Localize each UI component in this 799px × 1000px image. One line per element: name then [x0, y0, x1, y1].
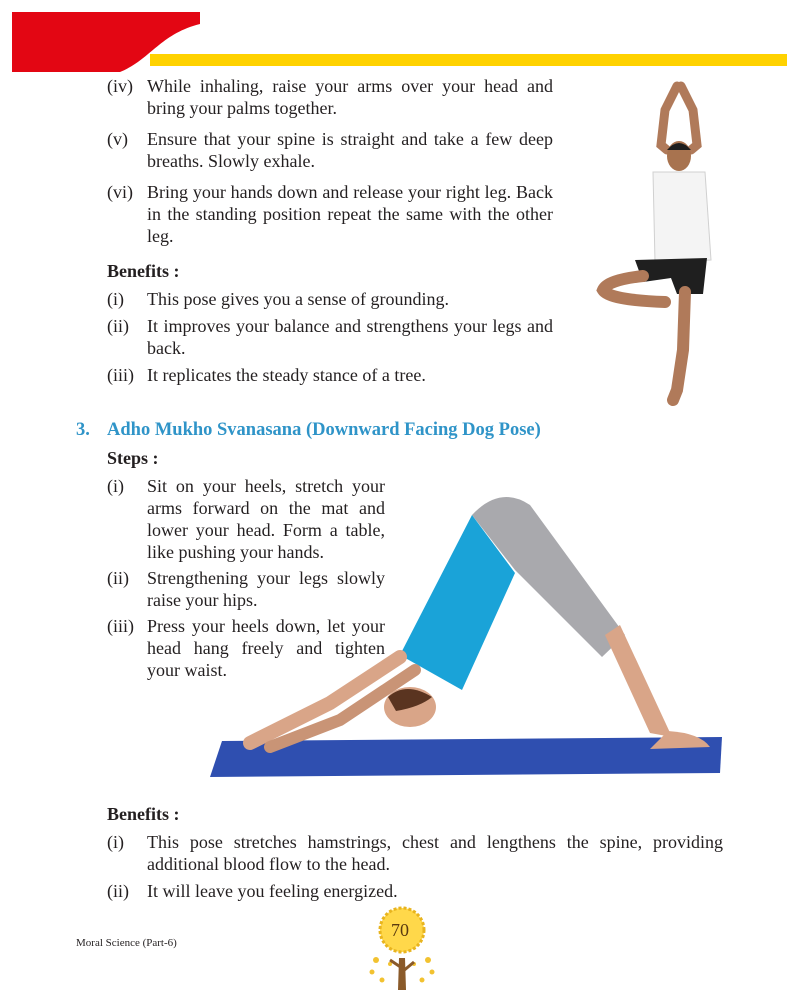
white-shirt	[653, 172, 711, 262]
item-number: (i)	[107, 476, 124, 496]
item-text: Bring your hands down and release your right leg. Back in the standing position repeat the same with the other leg.	[147, 182, 553, 246]
item-text: It improves your balance and strengthens your legs and back.	[147, 316, 553, 358]
item-number: (ii)	[107, 316, 129, 336]
page-number-badge	[362, 902, 442, 994]
item-text: It replicates the steady stance of a tree.	[147, 365, 426, 385]
item-text: It will leave you feeling energized.	[147, 881, 398, 901]
item-number: (i)	[107, 832, 124, 852]
item-number: (iii)	[107, 616, 134, 636]
list-item	[107, 128, 553, 172]
tree-trunk-icon	[398, 958, 406, 990]
item-text: Ensure that your spine is straight and take a few deep breaths. Slowly exhale.	[147, 129, 553, 171]
item-number: (ii)	[107, 881, 129, 901]
item-text: This pose stretches hamstrings, chest and lengthens the spine, providing additional blood flow to the head.	[147, 832, 723, 874]
item-text: Sit on your heels, stretch your arms forward on the mat and lower your head. Form a table, like pushing your hands.	[147, 476, 385, 562]
list-item	[107, 75, 553, 119]
item-text: Press your heels down, let your head hang freely and tighten your waist.	[147, 616, 385, 680]
benefits-heading: Benefits :	[107, 804, 180, 824]
header-yellow-stripe	[150, 54, 787, 66]
section-number: 3.	[76, 420, 90, 440]
list-item	[107, 831, 723, 875]
header-banner	[0, 0, 799, 80]
section-title-text: Adho Mukho Svanasana (Downward Facing Dog Pose)	[107, 420, 541, 440]
item-number: (ii)	[107, 568, 129, 588]
benefits-heading: Benefits :	[107, 261, 180, 281]
item-number: (iv)	[107, 76, 133, 96]
item-number: (iii)	[107, 365, 134, 385]
book-title: Moral Science (Part-6)	[76, 937, 177, 949]
item-number: (vi)	[107, 182, 133, 202]
list-item	[107, 880, 723, 902]
section-title	[76, 419, 541, 441]
list-item	[107, 288, 553, 310]
item-text: While inhaling, raise your arms over your head and bring your palms together.	[147, 76, 553, 118]
list-item	[107, 181, 553, 247]
item-text: This pose gives you a sense of grounding.	[147, 289, 449, 309]
item-number: (i)	[107, 289, 124, 309]
tree-pose-figure	[595, 80, 720, 410]
item-text: Strengthening your legs slowly raise your hips.	[147, 568, 385, 610]
steps-heading: Steps :	[107, 448, 159, 468]
list-item	[107, 364, 553, 386]
downward-dog-figure	[210, 485, 725, 780]
item-number: (v)	[107, 129, 128, 149]
list-item	[107, 315, 553, 359]
page-number: 70	[391, 920, 409, 940]
